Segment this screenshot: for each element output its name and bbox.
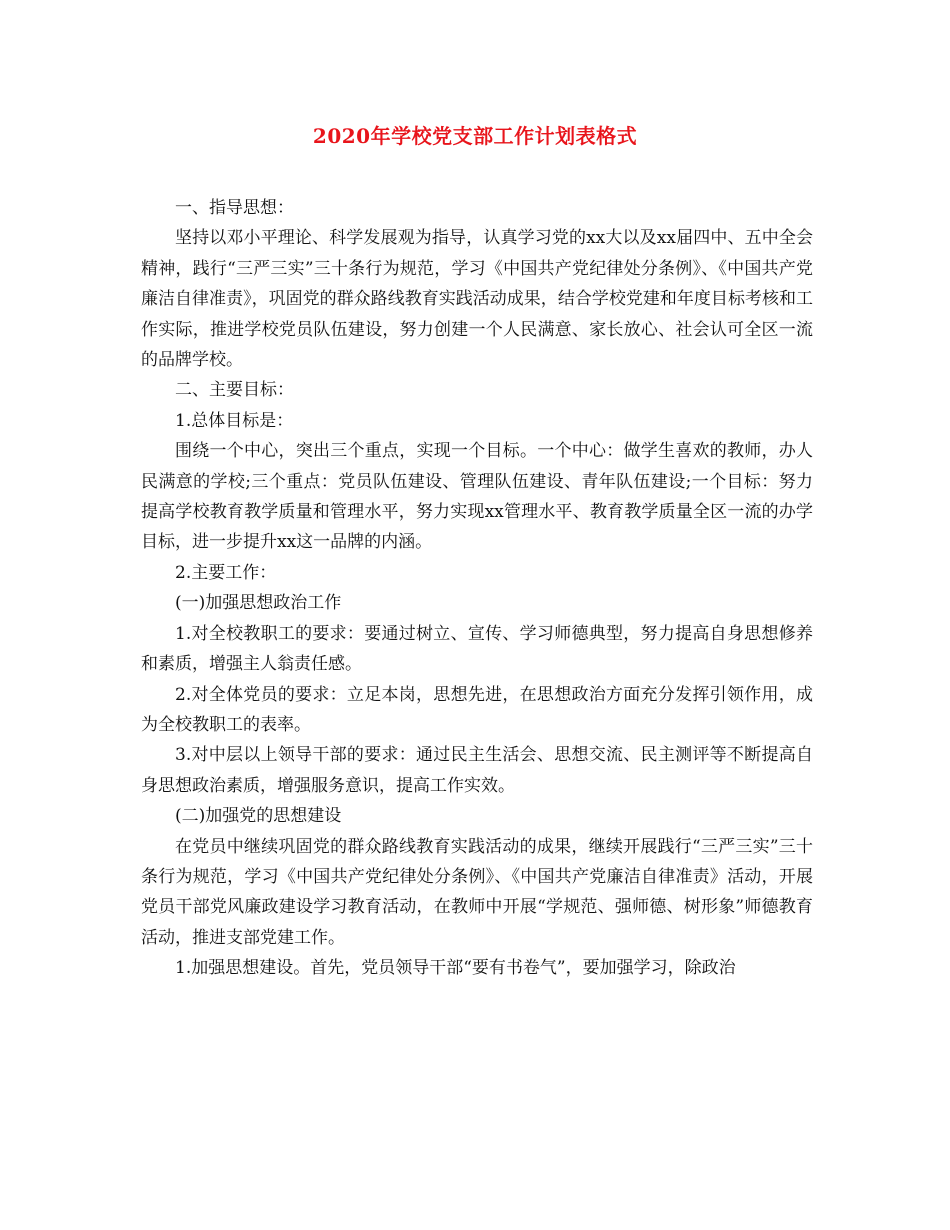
section-heading: (一)加强思想政治工作	[175, 593, 342, 614]
paragraph: 围绕一个中心，突出三个重点，实现一个目标。一个中心：做学生喜欢的教师，办人民满意的学校;三个重点：党员队伍建设、管理队伍建设、青年队伍建设;一个目标：努力提高学校教育教学质量和管理水平，努力实现xx管理水平、教育教学质量全区一流的办学目标，进一步提升xx这一品牌的内涵。	[141, 441, 813, 553]
list-item: 3.对中层以上领导干部的要求：通过民主生活会、思想交流、民主测评等不断提高自身思想政治素质，增强服务意识，提高工作实效。	[141, 745, 813, 796]
list-item: 1.加强思想建设。首先，党员领导干部“要有书卷气”，要加强学习，除政治	[175, 958, 736, 979]
paragraph: 在党员中继续巩固党的群众路线教育实践活动的成果，继续开展践行“三严三实”三十条行为规范，学习《中国共产党纪律处分条例》、《中国共产党廉洁自律准责》活动，开展党员干部党风廉政建设学习教育活动，在教师中开展“学规范、强师德、树形象”师德教育活动，推进支部党建工作。	[141, 836, 813, 948]
subheading-main-work: 2.主要工作：	[175, 562, 277, 583]
heading-main-goals: 二、主要目标：	[175, 380, 294, 401]
list-item: 2.对全体党员的要求：立足本岗，思想先进，在思想政治方面充分发挥引领作用，成为全校教职工的表率。	[141, 684, 813, 735]
list-item: 1.对全校教职工的要求：要通过树立、宣传、学习师德典型，努力提高自身思想修养和素质，增强主人翁责任感。	[141, 623, 813, 675]
paragraph: 坚持以邓小平理论、科学发展观为指导，认真学习党的xx大以及xx届四中、五中全会精神，践行“三严三实”三十条行为规范，学习《中国共产党纪律处分条例》、《中国共产党廉洁自律准责》，巩固党的群众路线教育实践活动成果，结合学校党建和年度目标考核和工作实际，推进学校党员队伍建设，努力创建一个人民满意、家长放心、社会认可全区一流的品牌学校。	[141, 228, 813, 371]
subheading-overall-goal: 1.总体目标是：	[175, 410, 294, 431]
document-title: 2020年学校党支部工作计划表格式	[312, 124, 638, 148]
heading-guiding-thought: 一、指导思想：	[175, 198, 294, 218]
document-body	[141, 193, 813, 984]
section-heading: (二)加强党的思想建设	[175, 806, 342, 827]
